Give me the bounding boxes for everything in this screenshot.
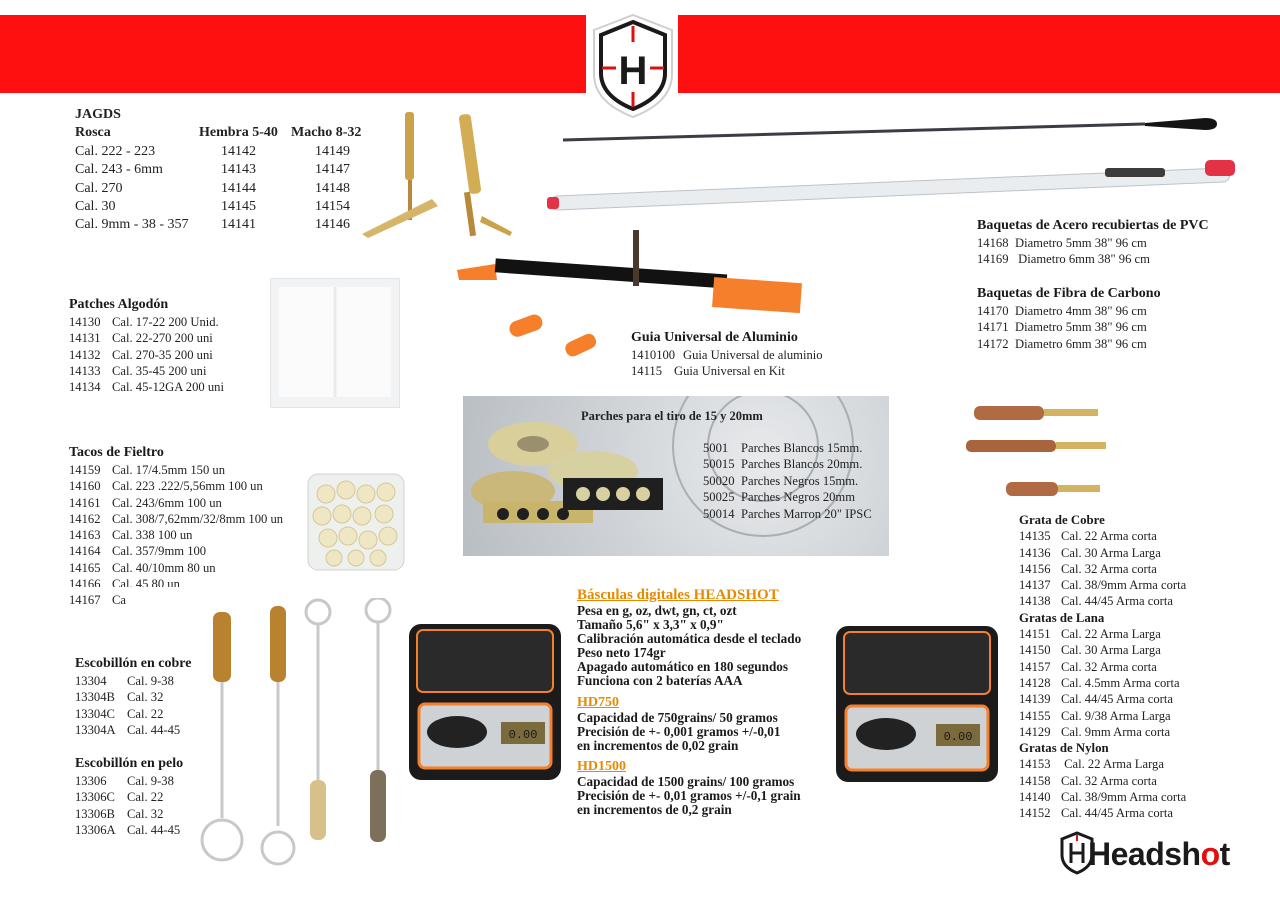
guide-title: Guia Universal de Aluminio [631, 330, 798, 345]
brush-hair-title: Escobillón en pelo [75, 756, 184, 771]
list-item: Tamaño 5,6" x 3,3" x 0,9" [577, 617, 724, 633]
patches-section [69, 296, 224, 395]
list-item: 14128 Cal. 4.5mm Arma corta [1019, 675, 1180, 690]
targets-title: Parches para el tiro de 15 y 20mm [581, 409, 763, 423]
list-item: 14138 Cal. 44/45 Arma corta [1019, 594, 1173, 609]
grata-lana-title: Gratas de Lana [1019, 610, 1105, 625]
list-item: Capacidad de 750grains/ 50 gramos [577, 709, 778, 725]
list-item: 14164 Cal. 357/9mm 100 [69, 544, 207, 559]
shield-logo-icon [588, 12, 678, 120]
list-item: 13304A Cal. 44-45 [75, 722, 181, 737]
cleaning-rods-image [545, 110, 1245, 215]
list-item: 14166 Cal. 45 80 un [69, 577, 180, 588]
list-item: 13306 Cal. 9-38 [75, 774, 174, 788]
scale-right-image [832, 622, 1002, 787]
jagds-table [75, 106, 361, 235]
list-item: 14156 Cal. 32 Arma corta [1019, 561, 1157, 576]
list-item: en incrementos de 0,2 grain [577, 802, 732, 818]
list-item: 14153 Cal. 22 Arma Larga [1019, 757, 1164, 772]
list-item: 13304 Cal. 9-38 [75, 674, 174, 688]
list-item: 14131 Cal. 22-270 200 uni [69, 331, 213, 346]
rods-pvc-title: Baquetas de Acero recubiertas de PVC [977, 218, 1209, 233]
rods-carbon-section [977, 285, 1161, 352]
scale-left-display: 0.00 [508, 728, 538, 742]
list-item: 14171 Diametro 5mm 38" 96 cm [977, 320, 1147, 335]
patches-title: Patches Algodón [69, 297, 169, 312]
grata-cobre-section [1019, 512, 1186, 822]
list-item: 14170 Diametro 4mm 38" 96 cm [977, 304, 1147, 318]
table-row: Cal. 243 - 6mm 14143 14147 [75, 162, 350, 178]
list-item: 14155 Cal. 9/38 Arma Larga [1019, 708, 1171, 723]
list-item: 1410100 Guia Universal de aluminio [631, 348, 823, 362]
brush-hair-section [75, 755, 183, 838]
list-item: 13304C Cal. 22 [75, 706, 164, 721]
targets-list [703, 440, 872, 522]
hd1500-title: HD1500 [577, 758, 626, 774]
felt-title: Tacos de Fieltro [69, 445, 164, 460]
list-item: 14139 Cal. 44/45 Arma corta [1019, 692, 1173, 707]
table-row: Cal. 222 - 223 14142 14149 [75, 143, 350, 159]
hd750-title: HD750 [577, 694, 619, 710]
felt-section [69, 444, 283, 608]
list-item: 13306B Cal. 32 [75, 806, 164, 821]
list-item: 50015 Parches Blancos 20mm. [703, 457, 863, 472]
list-item: 50020 Parches Negros 15mm. [703, 473, 859, 488]
table-row: Cal. 30 14145 14154 [75, 199, 350, 215]
list-item: 14168 Diametro 5mm 38" 96 cm [977, 236, 1147, 250]
list-item: 14158 Cal. 32 Arma corta [1019, 773, 1157, 788]
list-item: 14151 Cal. 22 Arma Larga [1019, 627, 1161, 642]
list-item: 5001 Parches Blancos 15mm. [703, 441, 863, 455]
guide-section [631, 329, 823, 380]
list-item: 14160 Cal. 223 .222/5,56mm 100 un [69, 479, 263, 494]
grata-cobre-title: Grata de Cobre [1019, 513, 1105, 527]
list-item: 14137 Cal. 38/9mm Arma corta [1019, 578, 1187, 593]
scales-section [577, 587, 801, 817]
list-item: 14165 Cal. 40/10mm 80 un [69, 560, 216, 575]
brushes-image [198, 598, 408, 866]
list-item: 14159 Cal. 17/4.5mm 150 un [69, 463, 225, 477]
list-item: 14152 Cal. 44/45 Arma corta [1019, 806, 1173, 821]
list-item: Funciona con 2 baterías AAA [577, 673, 743, 689]
list-item: 14129 Cal. 9mm Arma corta [1019, 724, 1171, 739]
list-item: 14172 Diametro 6mm 38" 96 cm [977, 336, 1147, 351]
list-item: 14163 Cal. 338 100 un [69, 528, 193, 543]
list-item: 13306A Cal. 44-45 [75, 822, 181, 837]
scale-left-image [405, 620, 565, 785]
list-item: Precisión de +- 0,001 gramos +/-0,01 [577, 723, 781, 739]
list-item: Calibración automática desde el teclado [577, 631, 802, 647]
list-item: 14140 Cal. 38/9mm Arma corta [1019, 790, 1187, 805]
jagds-header-row: Rosca Hembra 5-40 Macho 8-32 [75, 125, 362, 141]
jagds-title: JAGDS [75, 107, 121, 122]
list-item: 14132 Cal. 270-35 200 uni [69, 347, 213, 362]
list-item: Peso neto 174gr [577, 645, 666, 661]
list-item: Pesa en g, oz, dwt, gn, ct, ozt [577, 603, 737, 618]
list-item: Capacidad de 1500 grains/ 100 gramos [577, 773, 795, 789]
grata-brushes-image [960, 398, 1110, 504]
cotton-patches-image [270, 278, 400, 408]
target-patches-panel [463, 396, 889, 556]
list-item: 14133 Cal. 35-45 200 uni [69, 363, 207, 378]
list-item: 14115 Guia Universal en Kit [631, 364, 785, 379]
rods-carbon-title: Baquetas de Fibra de Carbono [977, 286, 1161, 301]
list-item: 14135 Cal. 22 Arma corta [1019, 529, 1157, 544]
list-item: 14134 Cal. 45-12GA 200 uni [69, 380, 224, 395]
list-item: Apagado automático en 180 segundos [577, 659, 789, 675]
brush-copper-section [75, 655, 191, 738]
scales-title: Básculas digitales HEADSHOT [577, 587, 779, 603]
list-item: 14150 Cal. 30 Arma Larga [1019, 643, 1161, 658]
jag-brass-image [352, 104, 522, 242]
table-row: Cal. 270 14144 14148 [75, 180, 350, 196]
list-item: 50014 Parches Marron 20" IPSC [703, 506, 872, 521]
grata-nylon-title: Gratas de Nylon [1019, 741, 1109, 756]
list-item: 13304B Cal. 32 [75, 690, 164, 705]
list-item: 14130 Cal. 17-22 200 Unid. [69, 315, 219, 329]
list-item: 14167 Ca [69, 593, 126, 608]
felt-wads-image [304, 470, 408, 576]
list-item: 14161 Cal. 243/6mm 100 un [69, 495, 222, 510]
table-row: Cal. 9mm - 38 - 357 14141 14146 [75, 217, 350, 233]
brush-copper-title: Escobillón en cobre [75, 656, 192, 671]
list-item: 13306C Cal. 22 [75, 790, 164, 805]
list-item: 50025 Parches Negros 20mm [703, 490, 856, 505]
list-item: 14136 Cal. 30 Arma Larga [1019, 545, 1161, 560]
list-item: Precisión de +- 0,01 gramos +/-0,1 grain [577, 787, 801, 803]
logo-letter: H [618, 49, 648, 93]
list-item: en incrementos de 0,02 grain [577, 737, 739, 753]
list-item: 14169 Diametro 6mm 38" 96 cm [977, 252, 1150, 267]
rods-pvc-section [977, 217, 1209, 268]
brand-name: Headshot [1088, 836, 1230, 872]
scale-right-display: 0.00 [943, 730, 973, 744]
list-item: 14157 Cal. 32 Arma corta [1019, 659, 1157, 674]
list-item: 14162 Cal. 308/7,62mm/32/8mm 100 un [69, 511, 284, 526]
